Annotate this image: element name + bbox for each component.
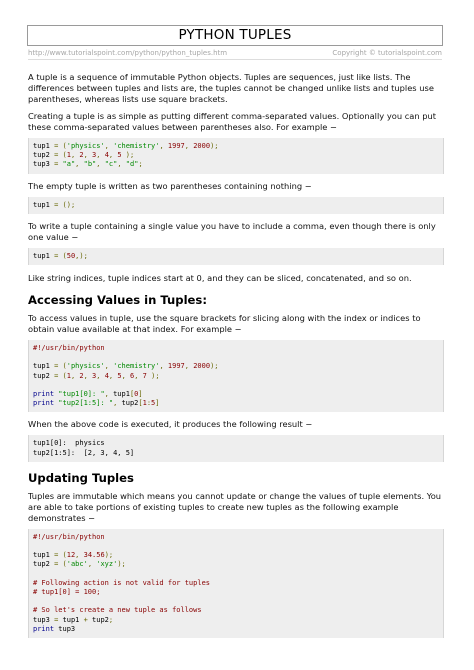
code-line: tup3 = tup1 + tup2; [33,615,114,624]
code-line [33,597,443,606]
code-line: tup1 = (); [33,200,76,209]
copyright-notice: Copyright © tutorialspoint.com [332,49,442,57]
code-line [33,570,443,579]
code-line: tup1 = (50,); [33,251,88,260]
page-subheader [28,47,442,60]
code-line: tup2 = (1, 2, 3, 4, 5 ); [33,151,135,160]
code-line: tup2 = ('abc', 'xyz'); [33,560,126,569]
code-block-create [28,138,444,174]
code-line [33,353,443,362]
accessing-paragraph: To access values in tuple, use the square brackets for slicing along with the index or indices to obtain value available at that index. For example − [28,313,421,335]
creating-paragraph: Creating a tuple is as simple as putting different comma-separated values. Optionally you can put these comma-separated values between parentheses also. For example − [28,111,437,132]
code-line: # tup1[0] = 100; [33,588,101,596]
code-line: # So let's create a new tuple as follows [33,606,202,615]
heading-updating: Updating Tuples [28,470,134,485]
code-line: tup1 = (12, 34.56); [33,551,114,560]
article-body [28,72,444,638]
code-block-result [28,435,444,461]
updating-paragraph: Tuples are immutable which means you cannot update or change the values of tuple elements. You are able to take portions of existing tuples to create new tuples as the following example demonstrates − [28,490,442,523]
heading-accessing: Accessing Values in Tuples: [28,293,207,308]
code-line: print "tup2[1:5]: ", tup2[1:5] [33,399,160,408]
result-intro-paragraph: When the above code is executed, it produces the following result − [28,419,313,430]
code-line: print "tup1[0]: ", tup1[0] [33,390,143,398]
code-block-single [28,248,444,265]
single-value-paragraph: To write a tuple containing a single value you have to include a comma, even though there is only one value − [28,220,436,242]
code-line [33,381,443,390]
code-block-empty [28,197,444,214]
code-line: tup1 = ('physics', 'chemistry', 1997, 2000); [33,142,219,150]
code-line: tup2[1:5]: [2, 3, 4, 5] [33,448,135,457]
code-line [33,542,443,551]
code-block-update [28,529,444,638]
code-line: # Following action is not valid for tuples [33,578,211,587]
code-line: #!/usr/bin/python [33,532,105,541]
page-title: PYTHON TUPLES [27,25,443,46]
code-line: tup1[0]: physics [33,439,105,448]
source-url[interactable]: http://www.tutorialspoint.com/python/python_tuples.htm [28,49,228,57]
intro-paragraph: A tuple is a sequence of immutable Python objects. Tuples are sequences, just like lists. The differences between tuples and lists are, the tuples cannot be changed unlike lists and tuples use parentheses, whereas lists use square brackets. [28,72,434,104]
indices-paragraph: Like string indices, tuple indices start at 0, and they can be sliced, concatenated, and so on. [28,273,412,284]
code-block-access [28,340,444,412]
code-line: tup2 = (1, 2, 3, 4, 5, 6, 7 ); [33,371,160,380]
code-line: tup1 = ('physics', 'chemistry', 1997, 2000); [33,362,219,371]
code-line: #!/usr/bin/python [33,344,105,353]
code-line: tup3 = "a", "b", "c", "d"; [33,160,143,169]
empty-tuple-paragraph: The empty tuple is written as two parentheses containing nothing − [28,180,312,191]
code-line: print tup3 [33,624,76,633]
